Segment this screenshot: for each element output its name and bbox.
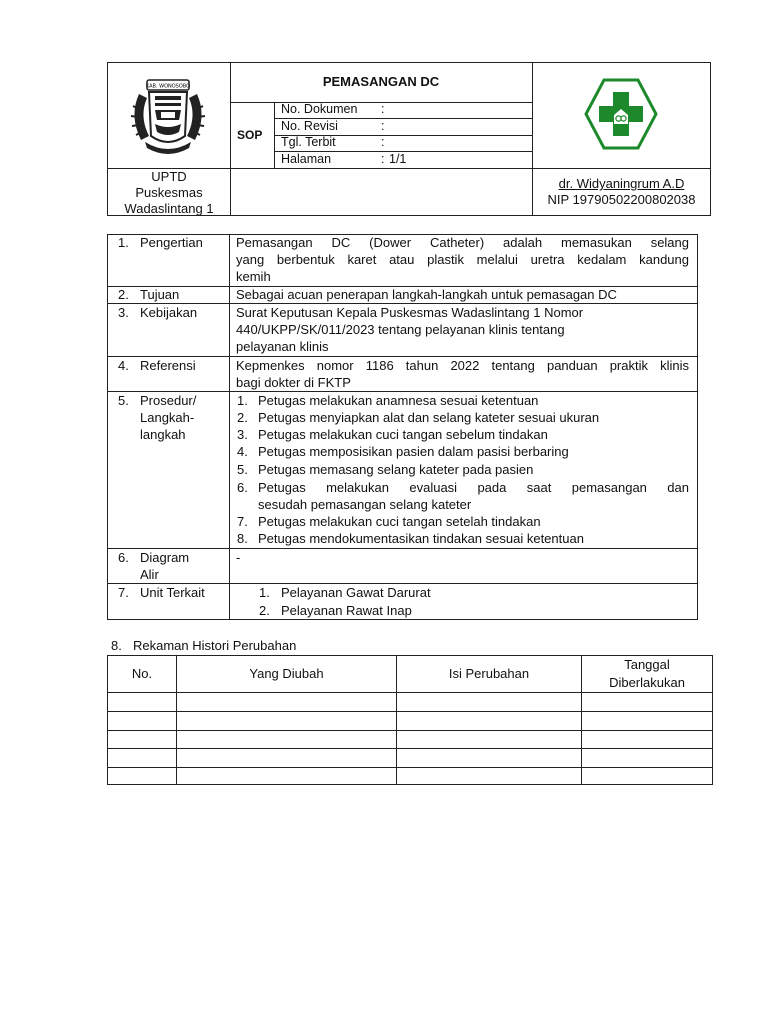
unit-text: Pelayanan Gawat Darurat — [281, 585, 431, 600]
row-label: Unit Terkait — [140, 585, 205, 600]
row-text: bagi dokter di FKTP — [236, 375, 351, 390]
row-text: Kepmenkes nomor 1186 tahun 2022 tentang panduan praktik klinis — [236, 358, 689, 373]
step-text: Petugas memposisikan pasien dalam pasisi berbaring — [258, 444, 569, 459]
field-label: No. Dokumen — [281, 102, 358, 116]
field-value: 1/1 — [389, 152, 407, 166]
step-text: Petugas melakukan anamnesa sesuai ketentuan — [258, 393, 539, 408]
field-label: No. Revisi — [281, 119, 338, 133]
signatory-name: dr. Widyaningrum A.D — [558, 176, 685, 191]
row-number: 6. — [118, 550, 129, 565]
row-label: Kebijakan — [140, 305, 198, 320]
sop-label: SOP — [237, 128, 263, 142]
row-number: 1. — [118, 235, 129, 250]
step-number: 7. — [237, 514, 248, 529]
row-text: Sebagai acuan penerapan langkah-langkah untuk pemasagan DC — [236, 287, 617, 302]
history-row-divider — [107, 711, 713, 712]
history-row-divider — [107, 730, 713, 731]
row-label: Tujuan — [140, 287, 180, 302]
step-number: 3. — [237, 427, 248, 442]
row-label: Pengertian — [140, 235, 203, 250]
row-number: 5. — [118, 393, 129, 408]
step-text: Petugas mendokumentasikan tindakan sesuai ketentuan — [258, 531, 584, 546]
step-text: Petugas menyiapkan alat dan selang kateter sesuai ukuran — [258, 410, 600, 425]
step-number: 8. — [237, 531, 248, 546]
step-number: 4. — [237, 444, 248, 459]
history-column-header: Yang Diubah — [249, 666, 324, 681]
row-text: 440/UKPP/SK/011/2023 tentang pelayanan klinis tentang — [236, 322, 565, 337]
field-separator: : — [381, 119, 385, 133]
row-text: Surat Keputusan Kepala Puskesmas Wadaslintang 1 Nomor — [236, 305, 584, 320]
row-label: Prosedur/ — [140, 393, 197, 408]
row-text: kemih — [236, 269, 271, 284]
history-row-divider — [107, 692, 713, 693]
field-separator: : — [381, 102, 385, 116]
field-separator: : — [381, 135, 385, 149]
field-separator: : — [381, 152, 385, 166]
unit-number: 2. — [259, 603, 270, 618]
regional-emblem-logo — [125, 76, 211, 158]
row-label: langkah — [140, 427, 186, 442]
history-column-header: No. — [131, 666, 153, 681]
history-column-header: Tanggal — [624, 657, 670, 672]
content-column-divider — [229, 234, 230, 620]
step-text: Petugas melakukan evaluasi pada saat pemasangan dan — [258, 480, 689, 495]
history-row-divider — [107, 767, 713, 768]
unit-name: Wadaslintang 1 — [124, 201, 214, 216]
row-number: 4. — [118, 358, 129, 373]
step-text: Petugas melakukan cuci tangan sebelum tindakan — [258, 427, 548, 442]
content-row-divider — [107, 548, 698, 549]
step-number: 1. — [237, 393, 248, 408]
history-heading-number: 8. — [111, 638, 122, 653]
field-label: Tgl. Terbit — [281, 135, 336, 149]
step-number: 5. — [237, 462, 248, 477]
history-row-divider — [107, 748, 713, 749]
row-label: Referensi — [140, 358, 196, 373]
row-number: 3. — [118, 305, 129, 320]
signatory-nip: NIP 19790502200802038 — [547, 192, 696, 207]
unit-name: UPTD — [151, 169, 187, 184]
row-text: yang berbentuk karet atau plastik melalui uretra kedalam kandung — [236, 252, 689, 267]
step-text: sesudah pemasangan selang kateter — [258, 497, 472, 512]
step-text: Petugas memasang selang kateter pada pasien — [258, 462, 534, 477]
row-number: 7. — [118, 585, 129, 600]
row-label: Langkah- — [140, 410, 195, 425]
row-text: - — [236, 550, 241, 565]
history-heading: Rekaman Histori Perubahan — [133, 638, 297, 653]
step-text: Petugas melakukan cuci tangan setelah tindakan — [258, 514, 541, 529]
unit-number: 1. — [259, 585, 270, 600]
emblem-lettering: KAB. WONOSOBO — [145, 83, 191, 90]
field-label: Halaman — [281, 152, 332, 166]
row-text: pelayanan klinis — [236, 339, 329, 354]
history-column-header: Isi Perubahan — [448, 666, 530, 681]
document-title: PEMASANGAN DC — [322, 74, 440, 89]
puskesmas-logo — [584, 78, 658, 150]
row-label: Diagram — [140, 550, 190, 565]
row-number: 2. — [118, 287, 129, 302]
unit-text: Pelayanan Rawat Inap — [281, 603, 412, 618]
unit-name: Puskesmas — [135, 185, 203, 200]
row-label: Alir — [140, 567, 159, 582]
step-number: 2. — [237, 410, 248, 425]
row-text: Pemasangan DC (Dower Catheter) adalah memasukan selang — [236, 235, 689, 250]
history-column-header: Diberlakukan — [609, 675, 685, 690]
step-number: 6. — [237, 480, 248, 495]
